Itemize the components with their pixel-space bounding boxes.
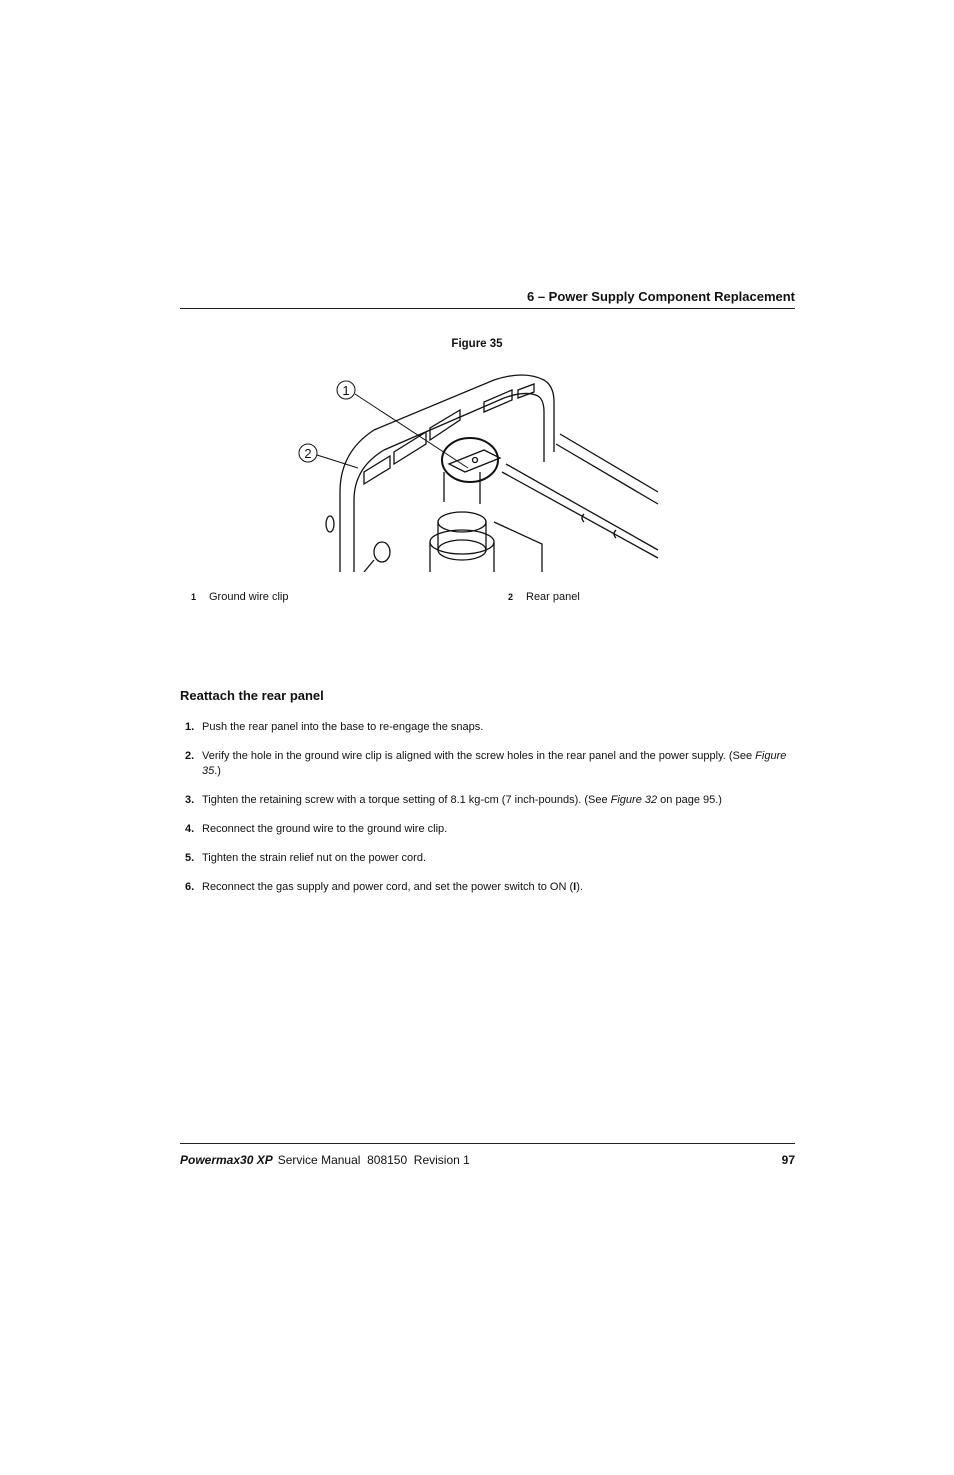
step-number: 6. (185, 881, 195, 893)
step-number: 4. (185, 823, 195, 835)
step-3 (180, 793, 795, 808)
footer-info (180, 1153, 470, 1167)
figure-reference-link[interactable]: Figure 32 (610, 794, 658, 806)
step-number: 5. (185, 852, 195, 864)
section-heading: Reattach the rear panel (180, 688, 324, 703)
page-number: 97 (781, 1153, 795, 1167)
legend-label: Ground wire clip (209, 591, 289, 603)
rear-panel-illustration (294, 372, 664, 572)
document-info: Service Manual 808150 Revision 1 (277, 1153, 470, 1167)
legend-item-ground-wire-clip (191, 591, 288, 603)
product-name: Powermax30 XP (180, 1153, 273, 1167)
step-text: Tighten the retaining screw with a torque setting of 8.1 kg-cm (7 inch-pounds). (See (202, 794, 611, 806)
page-header-title: 6 – Power Supply Component Replacement (527, 289, 795, 304)
step-number: 2. (185, 750, 195, 762)
legend-label: Rear panel (526, 591, 580, 603)
procedure-steps (180, 720, 795, 909)
step-text: Tighten the strain relief nut on the power cord. (202, 852, 426, 864)
step-5 (180, 851, 795, 866)
step-text: Reconnect the ground wire to the ground wire clip. (202, 823, 448, 835)
callout-1: 1 (342, 383, 350, 398)
step-text: Verify the hole in the ground wire clip is aligned with the screw holes in the rear panel and the power supply. (See (202, 750, 756, 762)
step-text: Reconnect the gas supply and power cord, and set the power switch to ON ( (202, 881, 574, 893)
callout-2: 2 (304, 446, 312, 461)
step-number: 1. (185, 721, 195, 733)
step-6 (180, 880, 795, 895)
step-text: Push the rear panel into the base to re-engage the snaps. (202, 721, 484, 733)
legend-number: 2 (508, 592, 514, 602)
figure-reference-link[interactable]: Figure 35 (202, 750, 787, 777)
legend-item-rear-panel (508, 591, 580, 603)
step-text-end: .) (214, 765, 221, 777)
step-text-end: ). (576, 881, 583, 893)
switch-on-symbol: I (573, 881, 577, 893)
step-number: 3. (185, 794, 195, 806)
step-1 (180, 720, 795, 735)
legend-number: 1 (191, 592, 197, 602)
step-text-end: on page 95.) (657, 794, 722, 806)
step-4 (180, 822, 795, 837)
figure-caption: Figure 35 (451, 338, 503, 350)
footer-rule (180, 1143, 795, 1144)
step-2 (180, 749, 795, 779)
header-rule (180, 308, 795, 309)
